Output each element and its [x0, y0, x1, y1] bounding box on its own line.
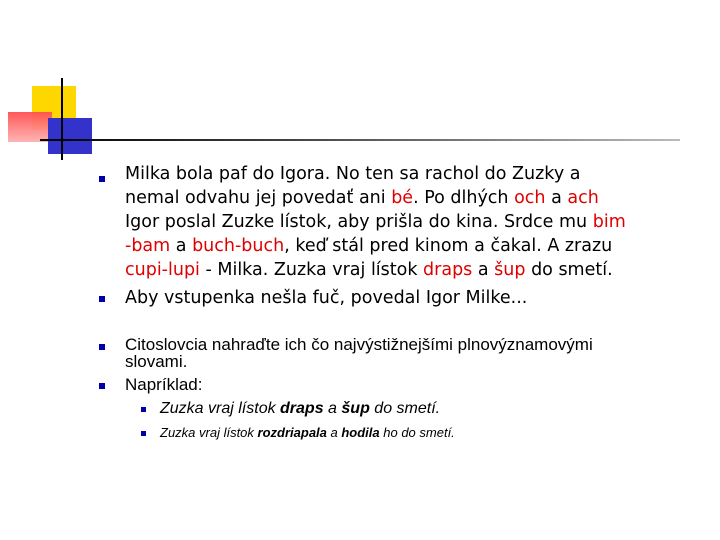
para4-text: Napríklad:: [125, 375, 203, 394]
text-span: - Milka. Zuzka vraj lístok: [199, 260, 424, 280]
bullet-square-icon: [99, 383, 105, 389]
para1-line1: Milka bola paf do Igora. No ten sa rachol do Zuzky a: [125, 164, 581, 184]
text-span: , keď stál pred kinom a čakal. A zrazu: [284, 236, 613, 256]
interjection-bim: bim: [592, 212, 626, 232]
para2-text: Aby vstupenka nešla fuč, povedal Igor Milke...: [125, 288, 528, 308]
text-span: Zuzka vraj lístok: [160, 425, 258, 440]
example1-bold-word: šup: [341, 400, 370, 417]
interjection-buch: buch-buch: [192, 236, 285, 256]
interjection-draps: draps: [423, 260, 473, 280]
text-span: Igor poslal Zuzke lístok, aby prišla do kina. Srdce mu: [125, 212, 593, 232]
text-span: a: [545, 188, 568, 208]
example2-bold-word: hodila: [341, 425, 380, 440]
decor-vertical-line: [61, 78, 63, 160]
para1-line3: [125, 210, 626, 234]
text-span: do smetí.: [369, 400, 441, 417]
text-span: a: [326, 425, 342, 440]
para1-line5: [125, 258, 613, 282]
example1-bold-word: draps: [280, 400, 324, 417]
bullet-square-icon: [99, 296, 105, 302]
example2-text: [160, 424, 455, 442]
bullet-square-icon: [99, 344, 105, 350]
example2-bold-word: rozdriapala: [257, 425, 327, 440]
text-span: a: [472, 260, 495, 280]
text-span: a: [170, 236, 193, 256]
text-span: nemal odvahu jej povedať ani: [125, 188, 392, 208]
para3-line2: slovami.: [125, 352, 188, 371]
decor-blue-square: [48, 118, 92, 154]
title-divider-line: [40, 139, 680, 141]
example1-text: [160, 399, 440, 419]
interjection-be: bé: [391, 188, 414, 208]
text-span: a: [323, 400, 342, 417]
para3-line1: Citoslovcia nahraďte ich čo najvýstižnejšími plnovýznamovými: [125, 335, 593, 354]
interjection-ach: ach: [567, 188, 599, 208]
text-span: ho do smetí.: [379, 425, 455, 440]
para1-line4: [125, 234, 612, 258]
interjection-och: och: [514, 188, 546, 208]
sub-bullet-square-icon: [141, 407, 146, 412]
bullet-square-icon: [99, 176, 105, 182]
text-span: do smetí.: [525, 260, 613, 280]
decor-red-square: [8, 112, 52, 142]
interjection-bam: -bam: [125, 236, 171, 256]
text-span: Zuzka vraj lístok: [160, 400, 281, 417]
interjection-sup: šup: [494, 260, 526, 280]
para1-line2: [125, 186, 599, 210]
text-span: . Po dlhých: [413, 188, 515, 208]
interjection-cupi-lupi: cupi-lupi: [125, 260, 200, 280]
sub-bullet-square-icon: [141, 431, 146, 436]
